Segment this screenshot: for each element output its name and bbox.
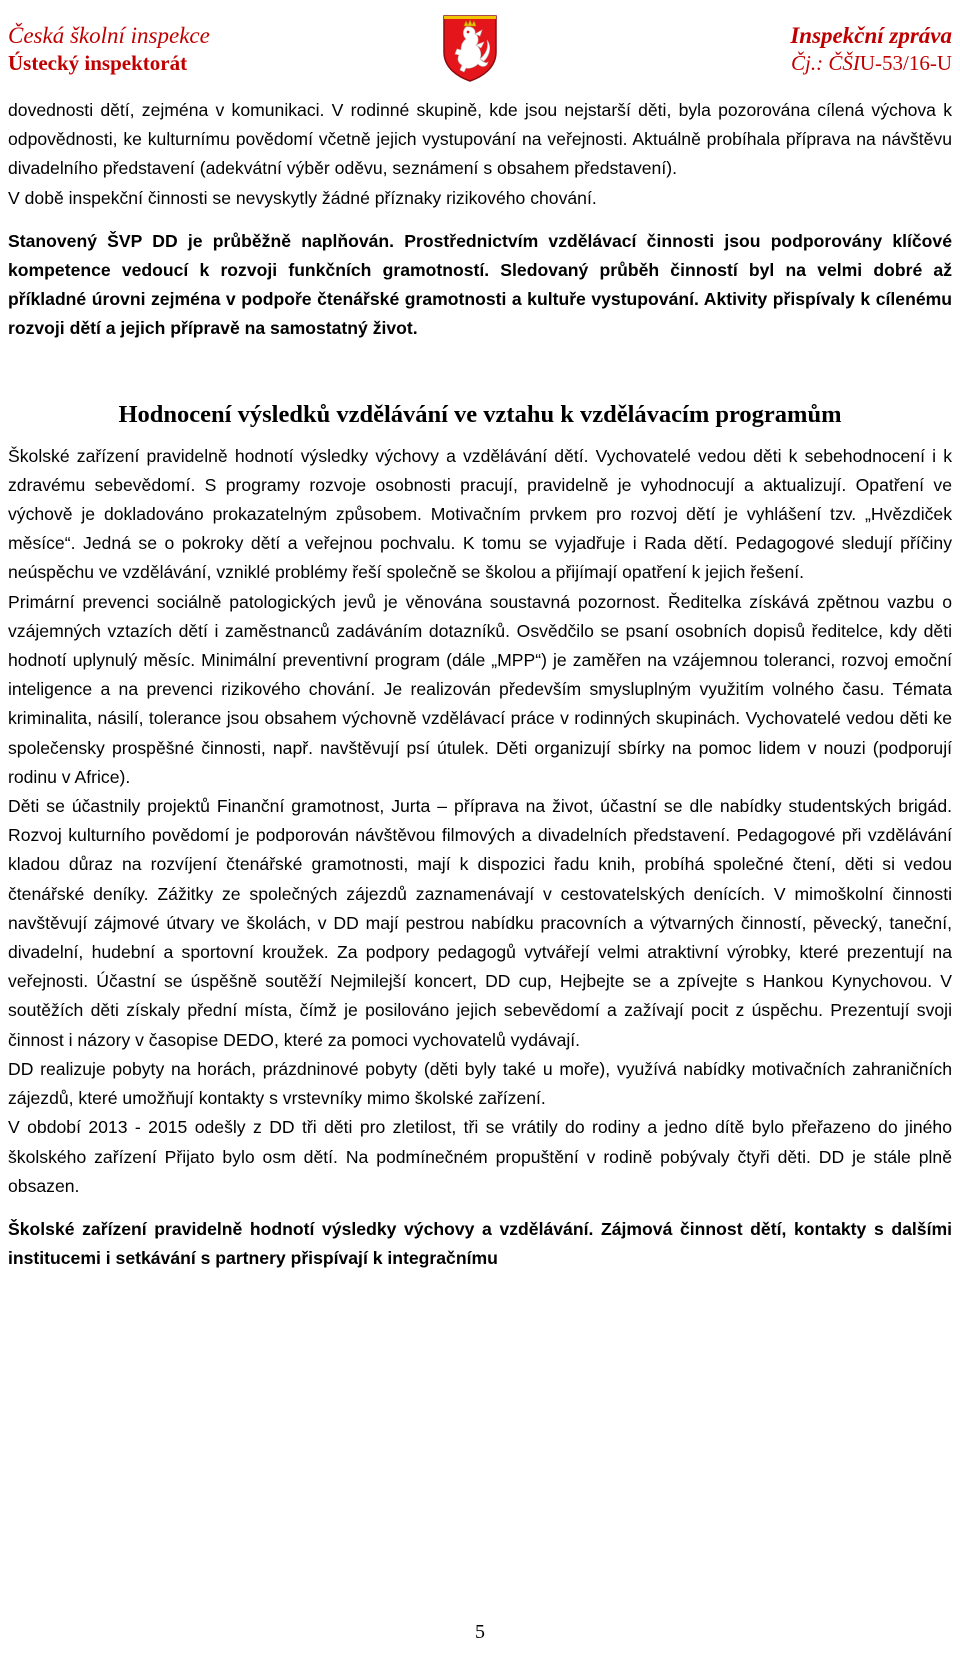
reference-suffix: U-53/16-U — [859, 51, 952, 75]
header-right — [790, 22, 952, 78]
summary-paragraph-bold: Školské zařízení pravidelně hodnotí výsledky výchovy a vzdělávání. Zájmová činnost dětí, kontakty s dalšími institucemi i setkávání s partnery přispívají k integračnímu — [8, 1218, 952, 1269]
body-paragraph: DD realizuje pobyty na horách, prázdninové pobyty (děti byly také u moře), využívá nabídky motivačních zahraničních zájezdů, které umožňují kontakty s vrstevníky mimo školské zařízení. — [8, 1058, 952, 1109]
body-paragraph: Děti se účastnily projektů Finanční gramotnost, Jurta – příprava na život, účastní se dle nabídky studentských brigád. Rozvoj kulturního povědomí je podporován návštěvou filmových a divadelních představení. Pedagogové při vzdělávání kladou důraz na rozvíjení čtenářské gramotnosti, mají k dispozici řadu knih, probíhá společné čtení, děti si vedou čtenářské deníky. Zážitky ze společných zájezdů zaznamenávají v cestovatelských denících. V mimoškolní činnosti navštěvují zájmové útvary ve školách, v DD mají pestrou nabídku pracovních a výtvarných činností, pěvecký, taneční, divadelní, hudební a sportovní kroužek. Za podpory pedagogů vytvářejí velmi atraktivní výrobky, které prezentují na veřejnosti. Účastní se úspěšně soutěží Nejmilejší koncert, DD cup, Hejbejte se a zpívejte s Hankou Kynychovou. V soutěžích děti získaly přední místa, čímž je posilováno jejich sebevědomí a zažívají pocit z úspěchu. Prezentují svoji činnost i názory v časopise DEDO, které za pomoci vychovatelů vydávají. — [8, 796, 952, 1050]
body-paragraph: Primární prevenci sociálně patologických jevů je věnována soustavná pozornost. Ředitelka získává zpětnou vazbu o vzájemných vztazích dětí i zaměstnanců zadáváním dotazníků. Osvědčilo se psaní osobních dopisů ředitelce, kdy děti hodnotí uplynulý měsíc. Minimální preventivní program (dále „MPP“) je zaměřen na vzájemnou toleranci, rozvoj emoční inteligence a na prevenci rizikového chování. Je realizován především smysluplným využitím volného času. Témata kriminalita, násilí, tolerance jsou obsahem výchovně vzdělávací práce v rodinných skupinách. Vychovatelé vedou děti ke společensky prospěšné činnosti, např. navštěvují psí útulek. Děti organizují sbírky na pomoc lidem v nouzi (podporují rodinu v Africe). — [8, 591, 952, 787]
body-paragraph: V období 2013 - 2015 odešly z DD tři děti pro zletilost, tři se vrátily do rodiny a jedno dítě bylo přeřazeno do jiného školského zařízení Přijato bylo osm dětí. Na podmínečném propuštění v rodině pobývaly čtyři děti. DD je stále plně obsazen. — [8, 1117, 952, 1196]
czech-lion-coat-of-arms-icon — [442, 14, 498, 82]
header-institution: Česká školní inspekce — [8, 23, 210, 48]
body-paragraph: dovednosti dětí, zejména v komunikaci. V rodinné skupině, kde jsou nejstarší děti, byla pozorována cílená výchova k odpovědnosti, ke kulturnímu povědomí včetně jejich vystupování na veřejnosti. Aktuálně probíhala příprava na návštěvu divadelního představení (adekvátní výběr oděvu, seznámení s obsahem představení). — [8, 100, 952, 179]
summary-paragraph-bold: Stanovený ŠVP DD je průběžně naplňován. Prostřednictvím vzdělávací činnosti jsou podporovány klíčové kompetence vedoucí k rozvoji funkčních gramotností. Sledovaný průběh činností byl na velmi dobré až příkladné úrovni zejména v podpoře čtenářské gramotnosti a kultuře vystupování. Aktivity přispívaly k cílenému rozvoji dětí a jejich přípravě na samostatný život. — [8, 230, 952, 339]
body-paragraph: V době inspekční činnosti se nevyskytly žádné příznaky rizikového chování. — [8, 187, 597, 208]
section-heading: Hodnocení výsledků vzdělávání ve vztahu k vzdělávacím programům — [118, 400, 842, 428]
header-report-title: Inspekční zpráva — [790, 23, 952, 48]
header-reference-number — [790, 49, 952, 78]
document-body — [8, 96, 952, 1273]
header-left — [8, 22, 210, 78]
body-paragraph: Školské zařízení pravidelně hodnotí výsledky výchovy a vzdělávání dětí. Vychovatelé vedou děti k sebehodnocení i k zdravému sebevědomí. S programy rozvoje osobnosti pracují, pravidelně je vyhodnocují a aktualizují. Opatření ve výchově je dokladováno prokazatelným způsobem. Motivačním prvkem pro rozvoj dětí je vyhlášení tzv. „Hvězdiček měsíce“. Jedná se o pokroky dětí a veřejnou pochvalu. K tomu se vyjadřuje i Rada dětí. Pedagogové sledují příčiny neúspěchu ve vzdělávání, vzniklé problémy řeší společně se školou a přijímají opatření k jejich řešení. — [8, 445, 952, 583]
reference-prefix: Čj.: ČŠI — [791, 51, 860, 75]
page-number: 5 — [475, 1621, 485, 1643]
header-inspectorate: Ústecký inspektorát — [8, 51, 188, 75]
page-header — [0, 14, 960, 84]
